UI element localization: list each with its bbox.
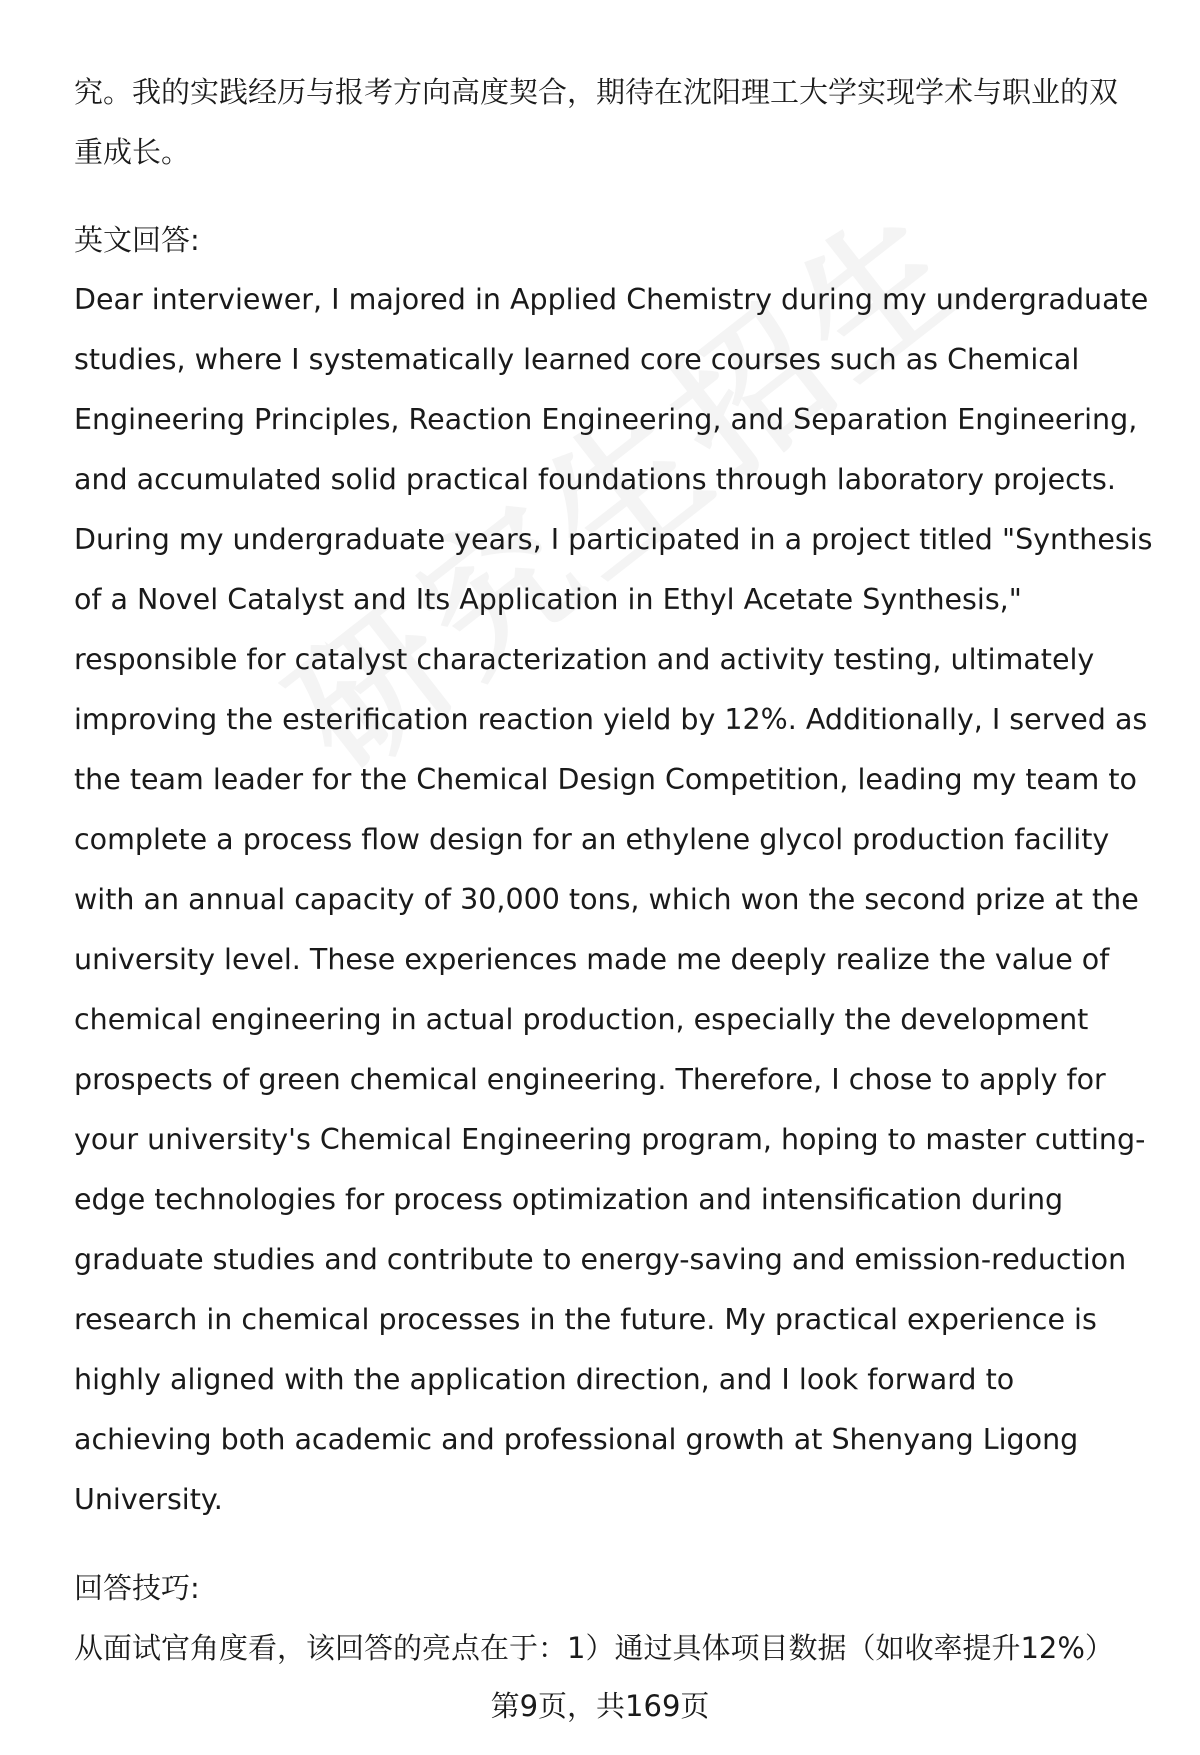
english-line: research in chemical processes in the future. My practical experience is — [74, 1303, 1097, 1336]
tips-label: 回答技巧: — [74, 1571, 200, 1605]
english-line: highly aligned with the application direction, and I look forward to — [74, 1363, 1015, 1396]
page-content — [74, 62, 1154, 1678]
english-line: complete a process flow design for an ethylene glycol production facility — [74, 823, 1110, 856]
english-line: of a Novel Catalyst and Its Application in Ethyl Acetate Synthesis," — [74, 583, 1022, 616]
intro-line: 重成长。 — [74, 135, 191, 169]
english-line: edge technologies for process optimization and intensification during — [74, 1183, 1064, 1216]
english-answer-label: 英文回答: — [74, 223, 200, 257]
english-line: improving the esterification reaction yield by 12%. Additionally, I served as — [74, 703, 1148, 736]
english-line: During my undergraduate years, I participated in a project titled "Synthesis — [74, 523, 1153, 556]
english-line: achieving both academic and professional growth at Shenyang Ligong — [74, 1423, 1079, 1456]
english-answer-body — [74, 270, 1154, 1530]
english-line: responsible for catalyst characterization and activity testing, ultimately — [74, 643, 1095, 676]
english-line: chemical engineering in actual production, especially the development — [74, 1003, 1089, 1036]
english-line: graduate studies and contribute to energy-saving and emission-reduction — [74, 1243, 1127, 1276]
english-line: Dear interviewer, I majored in Applied Chemistry during my undergraduate — [74, 283, 1149, 316]
english-line: your university's Chemical Engineering program, hoping to master cutting- — [74, 1123, 1146, 1156]
english-line: studies, where I systematically learned core courses such as Chemical — [74, 343, 1080, 376]
page-number-footer: 第9页，共169页 — [490, 1689, 710, 1723]
english-line: university level. These experiences made me deeply realize the value of — [74, 943, 1110, 976]
english-line: University. — [74, 1483, 223, 1516]
tips-line: 从面试官角度看，该回答的亮点在于：1）通过具体项目数据（如收率提升12%） — [74, 1631, 1114, 1665]
english-line: Engineering Principles, Reaction Engineering, and Separation Engineering, — [74, 403, 1138, 436]
english-line: the team leader for the Chemical Design Competition, leading my team to — [74, 763, 1137, 796]
intro-line: 究。我的实践经历与报考方向高度契合，期待在沈阳理工大学实现学术与职业的双 — [74, 75, 1119, 109]
english-line: and accumulated solid practical foundations through laboratory projects. — [74, 463, 1116, 496]
english-line: with an annual capacity of 30,000 tons, which won the second prize at the — [74, 883, 1139, 916]
english-line: prospects of green chemical engineering. Therefore, I chose to apply for — [74, 1063, 1106, 1096]
